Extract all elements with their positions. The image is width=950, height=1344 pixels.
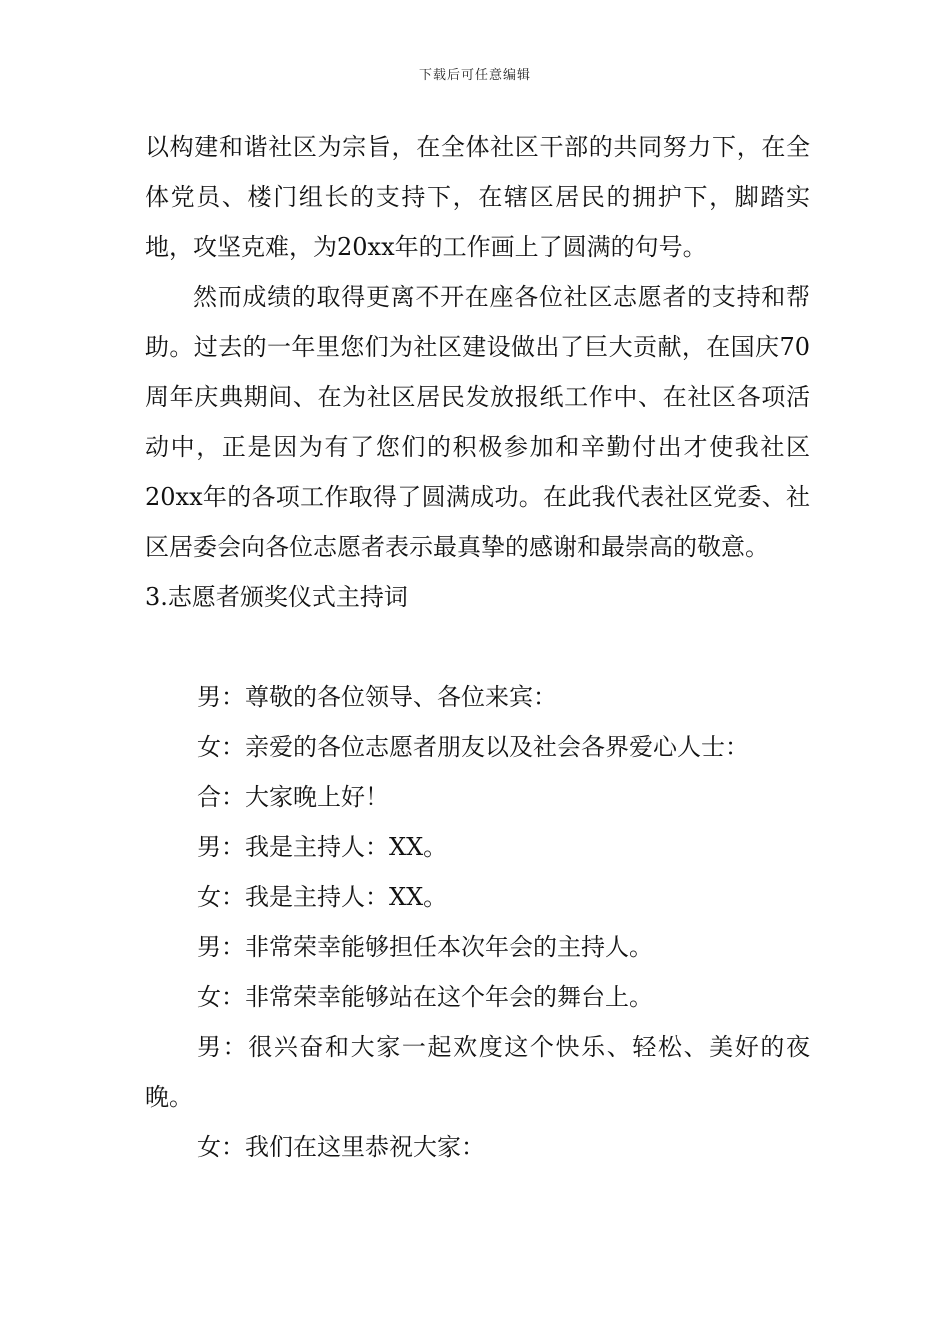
dialog-line-7: 女：非常荣幸能够站在这个年会的舞台上。 — [197, 983, 653, 1011]
dialog-line-6: 男：非常荣幸能够担任本次年会的主持人。 — [197, 933, 653, 961]
dialog-line-8: 男：很兴奋和大家一起欢度这个快乐、轻松、美好的夜晚。 — [145, 1033, 810, 1111]
paragraph-1: 以构建和谐社区为宗旨，在全体社区干部的共同努力下，在全体党员、楼门组长的支持下，在辖区居民的拥护下，脚踏实地，攻坚克难，为20xx年的工作画上了圆满的句号。 — [145, 133, 810, 261]
paragraph-2: 然而成绩的取得更离不开在座各位社区志愿者的支持和帮助。过去的一年里您们为社区建设做出了巨大贡献，在国庆70周年庆典期间、在为社区居民发放报纸工作中、在社区各项活动中，正是因为有了您们的积极参加和辛勤付出才使我社区20xx年的各项工作取得了圆满成功。在此我代表社区党委、社区居委会向各位志愿者表示最真挚的感谢和最崇高的敬意。 — [145, 283, 810, 561]
dialog-line-9: 女：我们在这里恭祝大家： — [197, 1133, 485, 1161]
blank-line — [145, 622, 810, 672]
document-body — [145, 122, 810, 1172]
dialog-line-3: 合：大家晚上好！ — [197, 783, 389, 811]
page-header: 下载后可任意编辑 — [418, 68, 531, 83]
dialog-line-2: 女：亲爱的各位志愿者朋友以及社会各界爱心人士： — [197, 733, 749, 761]
dialog-line-4: 男：我是主持人：XX。 — [197, 833, 448, 861]
dialog-line-1: 男：尊敬的各位领导、各位来宾： — [197, 683, 557, 711]
dialog-line-5: 女：我是主持人：XX。 — [197, 883, 448, 911]
section-heading: 3.志愿者颁奖仪式主持词 — [145, 583, 408, 611]
